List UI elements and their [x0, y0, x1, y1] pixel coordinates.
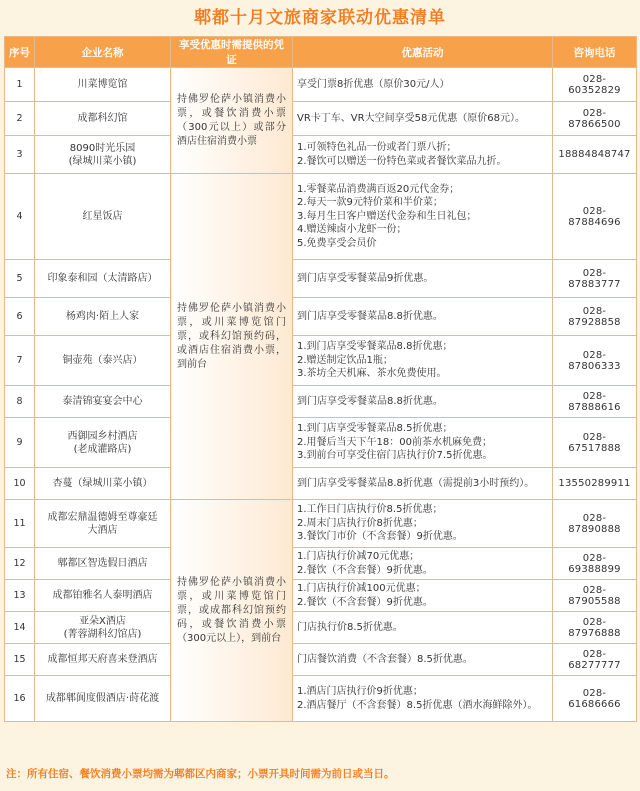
offer-line: 到门店享受零餐菜品8.8折优惠（需提前3小时预约）。: [297, 477, 535, 489]
offer-line: VR卡丁车、VR大空间享受58元优惠（原价68元）。: [297, 112, 526, 124]
table-row: [5, 548, 637, 580]
row-index: 11: [5, 500, 35, 548]
company-name-line: 亚朵X酒店: [79, 615, 126, 627]
phone-number: 028-60352829: [553, 68, 637, 102]
table-row: [5, 418, 637, 468]
phone-number: 028-87928858: [553, 298, 637, 336]
table-row: [5, 298, 637, 336]
company-name-line: (老成灌路店): [73, 443, 132, 455]
row-index: 16: [5, 676, 35, 722]
offer-line: 2.每天一款9元特价菜和半价菜；: [297, 197, 443, 209]
offer-details: [293, 260, 553, 298]
offers-table: [4, 36, 637, 722]
phone-number: 028-68277777: [553, 644, 637, 676]
phone-number: 13550289911: [553, 468, 637, 500]
row-index: 15: [5, 644, 35, 676]
offer-line: 享受门票8折优惠（原价30元/人）: [297, 78, 450, 90]
table-row: [5, 102, 637, 136]
offer-line: 1.门店执行价减100元优惠；: [297, 583, 426, 594]
phone-number: 028-87905588: [553, 580, 637, 612]
company-name-line: 泰清锦宴宴会中心: [62, 396, 143, 407]
offer-line: 门店执行价8.5折优惠。: [297, 621, 403, 633]
company-name: [35, 468, 171, 500]
table-row: [5, 644, 637, 676]
table-row: [5, 468, 637, 500]
company-name-line: 成都恒邦天府喜来登酒店: [47, 654, 158, 665]
offer-details: [293, 68, 553, 102]
header-phone: 咨询电话: [553, 37, 637, 68]
company-name-line: 成都郫阆度假酒店·莳花渡: [45, 693, 160, 704]
footnote: 注：所有住宿、餐饮消费小票均需为郫都区内商家；小票开具时间需为前日或当日。: [6, 768, 395, 780]
row-index: 6: [5, 298, 35, 336]
offer-details: [293, 174, 553, 260]
phone-number: 028-87976888: [553, 612, 637, 644]
offer-details: [293, 612, 553, 644]
table-row: [5, 68, 637, 102]
offer-details: [293, 418, 553, 468]
table-row: [5, 580, 637, 612]
company-name: [35, 136, 171, 174]
table-row: [5, 260, 637, 298]
offer-line: 3.茶坊全天机麻、茶水免费使用。: [297, 368, 447, 380]
offer-details: [293, 136, 553, 174]
offer-line: 2.酒店餐厅（不含套餐）8.5折优惠（酒水海鲜除外）。: [297, 699, 538, 711]
row-index: 3: [5, 136, 35, 174]
phone-number: 028-87883777: [553, 260, 637, 298]
offer-line: 2.餐饮可以赠送一份特色菜或者餐饮菜品九折。: [297, 155, 507, 167]
offer-line: 3.到前台可享受住宿门店执行价7.5折优惠。: [297, 450, 493, 462]
company-name-line: 成都铂雅名人泰明酒店: [52, 590, 153, 601]
offer-line: 1.到门店享受零餐菜品8.5折优惠；: [297, 423, 453, 435]
phone-number: 028-87866500: [553, 102, 637, 136]
company-name: [35, 386, 171, 418]
company-name: [35, 336, 171, 386]
phone-number: 028-61686666: [553, 676, 637, 722]
company-name: [35, 644, 171, 676]
company-name-line: 杨鸡肉·陌上人家: [65, 311, 140, 322]
offer-line: 3.每月生日客户赠送代金券和生日礼包；: [297, 210, 477, 222]
offer-line: 1.门店执行价减70元优惠；: [297, 551, 420, 562]
table-row: [5, 612, 637, 644]
row-index: 8: [5, 386, 35, 418]
offer-details: [293, 580, 553, 612]
company-name: [35, 500, 171, 548]
header-name: 企业名称: [35, 37, 171, 68]
row-index: 7: [5, 336, 35, 386]
phone-number: 028-69388899: [553, 548, 637, 580]
company-name: [35, 174, 171, 260]
row-index: 5: [5, 260, 35, 298]
company-name-line: 郫都区智选假日酒店: [57, 558, 148, 569]
company-name-line: 成都宏鼎温德姆至尊豪廷: [47, 511, 158, 523]
company-name-line: 8090时光乐园: [69, 142, 136, 154]
company-name: [35, 580, 171, 612]
page-title: 郫都十月文旅商家联动优惠清单: [0, 0, 640, 36]
offer-details: [293, 386, 553, 418]
company-name-line: 西御园乡村酒店: [67, 430, 138, 442]
company-name: [35, 676, 171, 722]
offer-line: 2.餐饮（不含套餐）9折优惠。: [297, 596, 433, 608]
row-index: 4: [5, 174, 35, 260]
header-offer: 优惠活动: [293, 37, 553, 68]
header-idx: 序号: [5, 37, 35, 68]
company-name: [35, 612, 171, 644]
phone-number: 028-87806333: [553, 336, 637, 386]
company-name-line: (菁蓉湖科幻馆店): [63, 628, 142, 640]
offer-details: [293, 676, 553, 722]
table-row: [5, 136, 637, 174]
offer-line: 1.到门店享受零餐菜品8.8折优惠；: [297, 341, 453, 353]
offer-line: 门店餐饮消费（不含套餐）8.5折优惠。: [297, 653, 473, 665]
offer-line: 2.用餐后当天下午18：00前茶水机麻免费；: [297, 436, 492, 448]
offer-line: 到门店享受零餐菜品8.8折优惠。: [297, 310, 443, 322]
table-row: [5, 174, 637, 260]
offer-line: 1.零餐菜品消费满百返20元代金券；: [297, 183, 460, 195]
offer-details: [293, 298, 553, 336]
table-row: [5, 336, 637, 386]
company-name: [35, 418, 171, 468]
table-row: [5, 500, 637, 548]
offer-details: [293, 548, 553, 580]
phone-number: 028-67517888: [553, 418, 637, 468]
company-name-line: 铜壶苑（泰兴店）: [62, 355, 143, 366]
offer-line: 到门店享受零餐菜品9折优惠。: [297, 272, 434, 284]
row-index: 2: [5, 102, 35, 136]
offer-line: 2.周末门店执行价8折优惠；: [297, 517, 423, 529]
offer-line: 到门店享受零餐菜品8.8折优惠。: [297, 395, 443, 407]
company-name-line: (绿城川菜小镇): [68, 155, 137, 167]
table-body: [5, 68, 637, 722]
company-name: [35, 68, 171, 102]
company-name-line: 杏蔓（绿城川菜小镇）: [52, 478, 153, 489]
company-name: [35, 102, 171, 136]
company-name: [35, 548, 171, 580]
company-name-line: 印象泰和园（太清路店）: [47, 273, 158, 284]
offer-line: 1.可领特色礼品一份或者门票八折；: [297, 142, 457, 153]
offer-details: [293, 644, 553, 676]
company-name-line: 川菜博览馆: [77, 79, 128, 90]
offer-line: 5.免费享受会员价: [297, 237, 377, 249]
row-index: 12: [5, 548, 35, 580]
company-name-line: 大酒店: [87, 524, 118, 536]
phone-number: 028-87884696: [553, 174, 637, 260]
company-name-line: 红星饭店: [82, 211, 123, 222]
offer-line: 3.餐饮门市价（不含套餐）9折优惠。: [297, 531, 463, 543]
company-name-line: 成都科幻馆: [77, 113, 128, 124]
voucher-requirement: 持佛罗伦萨小镇消费小票，或川菜博览馆门票，或成都科幻馆预约码，或餐饮消费小票（300元以上），到前台: [171, 500, 293, 722]
offer-details: [293, 468, 553, 500]
company-name: [35, 298, 171, 336]
phone-number: 028-87888616: [553, 386, 637, 418]
offer-line: 4.赠送辣卤小龙虾一份；: [297, 224, 407, 236]
voucher-requirement: 持佛罗伦萨小镇消费小票，或餐饮消费小票（300元以上）或部分酒店住宿消费小票: [171, 68, 293, 174]
phone-number: 18884848747: [553, 136, 637, 174]
offer-details: [293, 102, 553, 136]
row-index: 14: [5, 612, 35, 644]
company-name: [35, 260, 171, 298]
phone-number: 028-87890888: [553, 500, 637, 548]
voucher-requirement: 持佛罗伦萨小镇消费小票，或川菜博览馆门票，或科幻馆预约码，或酒店住宿消费小票，到前台: [171, 174, 293, 500]
table-header-row: [5, 37, 637, 68]
row-index: 13: [5, 580, 35, 612]
header-voucher: 享受优惠时需提供的凭证: [171, 37, 293, 68]
offer-details: [293, 336, 553, 386]
offer-line: 1.酒店门店执行价9折优惠；: [297, 686, 423, 697]
offer-line: 1.工作日门店执行价8.5折优惠；: [297, 504, 443, 516]
offer-line: 2.赠送制定饮品1瓶；: [297, 354, 393, 366]
row-index: 10: [5, 468, 35, 500]
offer-line: 2.餐饮（不含套餐）9折优惠。: [297, 564, 433, 576]
table-row: [5, 386, 637, 418]
offer-details: [293, 500, 553, 548]
row-index: 9: [5, 418, 35, 468]
row-index: 1: [5, 68, 35, 102]
table-row: [5, 676, 637, 722]
